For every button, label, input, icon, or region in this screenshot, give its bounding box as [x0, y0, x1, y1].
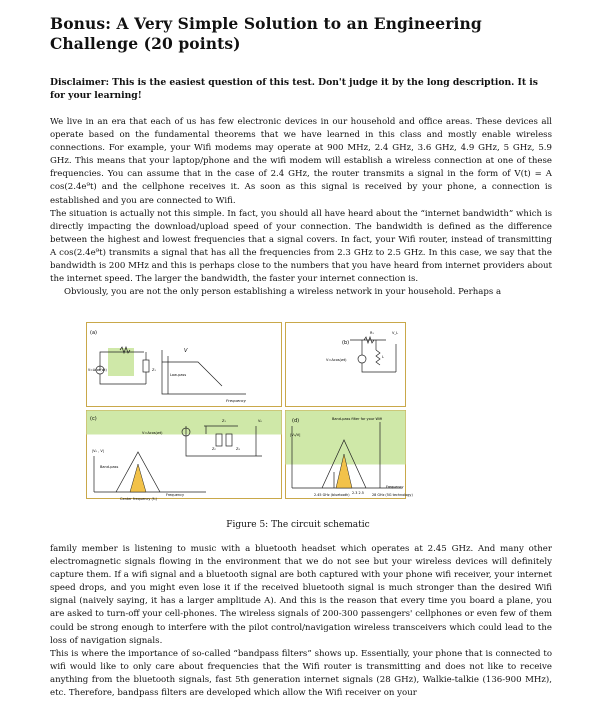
- panel-b-l: L: [382, 355, 384, 359]
- paragraph-2: The situation is actually not this simple. In fact, you should all have heard about the “internet bandwidth” which is directly impacting the download/upload speed of your connection. The bandwidth is defined as the difference between the highest and lowest frequencies that a signal covers. In fact, your Wifi router, instead of transmitting A cos(2.4e⁹t) transmits a signal that has all the frequencies from 2.3 GHz to 2.5 GHz. In this case, we say that the bandwidth is 200 MHz and this is perhaps close to the numbers that you have heard from internet providers about the internet speed. The larger the bandwidth, the faster your internet connection is.: [50, 208, 552, 285]
- paragraph-3: Obviously, you are not the only person establishing a wireless network in your household. Perhaps a: [64, 287, 502, 298]
- panel-a-z: Z₁: [152, 368, 156, 372]
- panel-b-source: V=Acos(wt): [326, 358, 347, 362]
- panel-c-z1: Z₁: [222, 419, 226, 423]
- panel-b-r: R₁: [370, 331, 374, 335]
- disclaimer: Disclaimer: This is the easiest question of this test. Don't judge it by the long description. It is for your learning!: [50, 77, 538, 101]
- panel-b-out: V_L: [392, 331, 399, 335]
- page-body-continued: [50, 543, 552, 700]
- panel-c-axis: Frequency: [166, 493, 185, 497]
- panel-a-out: V: [184, 348, 188, 354]
- paragraph-4: family member is listening to music with a bluetooth headset which operates at 2.45 GHz. And many other electromagnetic signals flowing in the environment that we do not see but your wireless devices will definitely capture them. If a wifi signal and a bluetooth signal are both captured with your phone wifi receiver, your internet speed drops, and you might even lose it if the received bluetooth signal is much stronger than the desired Wifi signal (naively saying, it has a larger amplitude A). And this is the reason that every time you board a plane, you are asked to turn-off your cell-phones. The wireless signals of 200-300 passengers' cellphones or even few of them could be strong enough to interfere with the pilot control/navigation wireless transceivers which could lead to the loss of navigation signals.: [50, 544, 552, 646]
- panel-a-source: V=Acos(wt): [88, 368, 107, 372]
- panel-c-center: Center frequency (f₀): [120, 497, 157, 501]
- paragraph-5: This is where the importance of so-called “bandpass filters” shows up. Essentially, your phone that is connected to wifi would like to only care about frequencies that the Wifi router is transmitting and does not like to receive anything from the bluetooth signals, fast 5th generation internet signals (28 GHz), Walkie-talkie (136-900 MHz), etc. Therefore, bandpass filters are developed which allow the Wifi receiver on your: [50, 648, 552, 699]
- panel-c-y-label: |V₀ , V|: [92, 449, 104, 453]
- panel-a-tag: (a): [90, 330, 97, 336]
- page-body: [50, 14, 552, 299]
- panel-c-z2: Z₂: [212, 447, 216, 451]
- panel-a-axis: Frequency: [226, 398, 246, 403]
- panel-d-band: Band-pass filter for your Wifi: [332, 417, 383, 421]
- panel-c-vo: V₀: [258, 419, 262, 423]
- panel-d-5g: 28 GHz (5G technology): [372, 493, 413, 497]
- paragraph-1: We live in an era that each of us has few electronic devices in our household and office areas. These devices all operate based on the fundamental theorems that we have learned in this class and mostly enable wireless connections. For example, your Wifi modems may operate at 900 MHz, 2.4 GHz, 3.6 GHz, 4.9 GHz, 5 GHz, 5.9 GHz. This means that your laptop/phone and the wifi modem will establish a wireless connection at one of these frequencies. You can assume that in the case of 2.4 GHz, the router transmits a signal in the form of V(t) = A cos(2.4e⁹t) and the cellphone receives it. As soon as this signal is received by your phone, a connection is established and you are connected to Wifi.: [50, 117, 552, 206]
- panel-c-band: Band-pass: [100, 465, 119, 469]
- panel-d-axis: Frequency: [386, 485, 404, 489]
- question-title: Bonus: A Very Simple Solution to an Engineering Challenge (20 points): [50, 14, 482, 53]
- panel-c-source: V=Acos(wt): [142, 431, 163, 435]
- panel-d-y-label: |V₀/V|: [290, 432, 301, 437]
- panel-d-tag: (d): [292, 418, 300, 424]
- panel-d-bluetooth: 2.45 GHz (bluetooth): [314, 493, 350, 497]
- panel-b-tag: (b): [342, 340, 350, 346]
- circuit-figure: [86, 322, 413, 501]
- panel-a-filter: Low-pass: [170, 373, 187, 377]
- panel-d-wifi: 2.3 2.5: [352, 491, 364, 495]
- panel-c-z3: Z₃: [236, 447, 240, 451]
- figure-caption: Figure 5: The circuit schematic: [226, 520, 370, 530]
- panel-c-tag: (c): [90, 416, 97, 422]
